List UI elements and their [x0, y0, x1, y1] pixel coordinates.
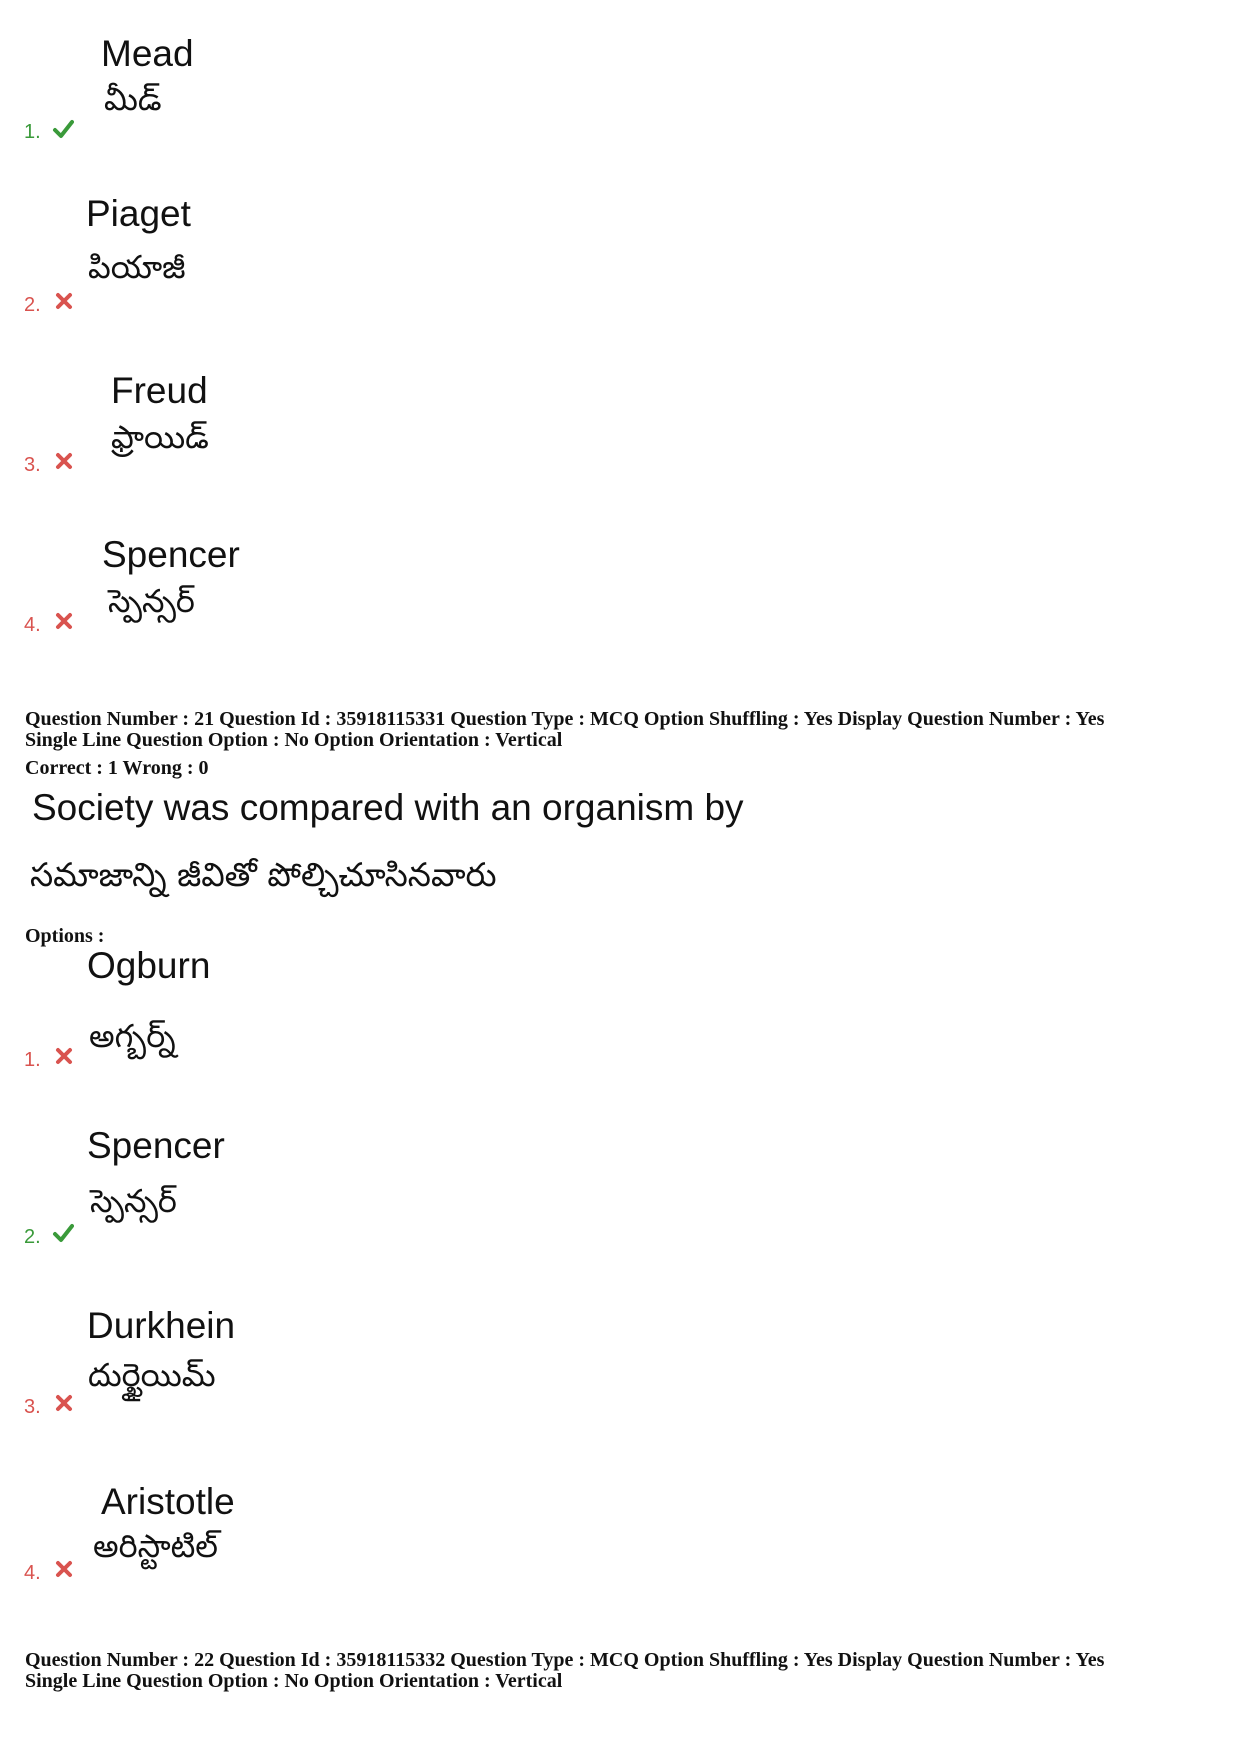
option-text-en: Aristotle: [101, 1481, 235, 1522]
check-icon: [52, 1222, 74, 1244]
question-meta-line2: Single Line Question Option : No Option Orientation : Vertical: [25, 1670, 563, 1692]
question-text-te: సమాజాన్ని జీవితో పోల్చిచూసినవారు: [30, 855, 497, 894]
option-text-te: పియాజీ: [88, 248, 186, 286]
question-score: Correct : 1 Wrong : 0: [25, 757, 209, 779]
option-number: 2.: [24, 1226, 41, 1248]
cross-icon: [53, 450, 75, 472]
cross-icon: [53, 1558, 75, 1580]
option-text-te: మీడ్: [104, 80, 162, 118]
option-text-en: Spencer: [87, 1125, 225, 1166]
option-number: 3.: [24, 454, 41, 476]
cross-icon: [53, 610, 75, 632]
option-number: 3.: [24, 1396, 41, 1418]
option-text-te: అరిస్టాటిల్: [93, 1527, 218, 1565]
option-text-en: Mead: [101, 33, 194, 74]
option-number: 1.: [24, 121, 41, 143]
cross-icon: [53, 290, 75, 312]
option-text-en: Spencer: [102, 534, 240, 575]
options-label: Options :: [25, 925, 105, 947]
option-number: 1.: [24, 1049, 41, 1071]
option-number: 4.: [24, 1562, 41, 1584]
option-text-en: Durkhein: [87, 1305, 236, 1346]
option-text-te: స్పెన్సర్: [108, 582, 195, 620]
question-text-en: Society was compared with an organism by: [32, 787, 744, 828]
question-meta-line1: Question Number : 21 Question Id : 35918115331 Question Type : MCQ Option Shuffling : Yes Display Question Number : Yes: [25, 708, 1105, 730]
option-text-te: దుర్ఖైయిమ్: [88, 1356, 216, 1394]
question-meta-line1: Question Number : 22 Question Id : 35918115332 Question Type : MCQ Option Shuffling : Yes Display Question Number : Yes: [25, 1649, 1105, 1671]
option-number: 4.: [24, 614, 41, 636]
cross-icon: [53, 1392, 75, 1414]
check-icon: [52, 118, 74, 140]
option-text-te: స్పెన్సర్: [90, 1182, 177, 1220]
question-meta-line2: Single Line Question Option : No Option Orientation : Vertical: [25, 729, 563, 751]
option-text-en: Freud: [111, 370, 208, 411]
option-text-en: Ogburn: [87, 945, 211, 986]
option-text-en: Piaget: [86, 193, 191, 234]
option-text-te: ఫ్రాయిడ్: [111, 418, 209, 456]
option-number: 2.: [24, 294, 41, 316]
option-text-te: అగ్బర్న్: [89, 1017, 176, 1055]
cross-icon: [53, 1045, 75, 1067]
